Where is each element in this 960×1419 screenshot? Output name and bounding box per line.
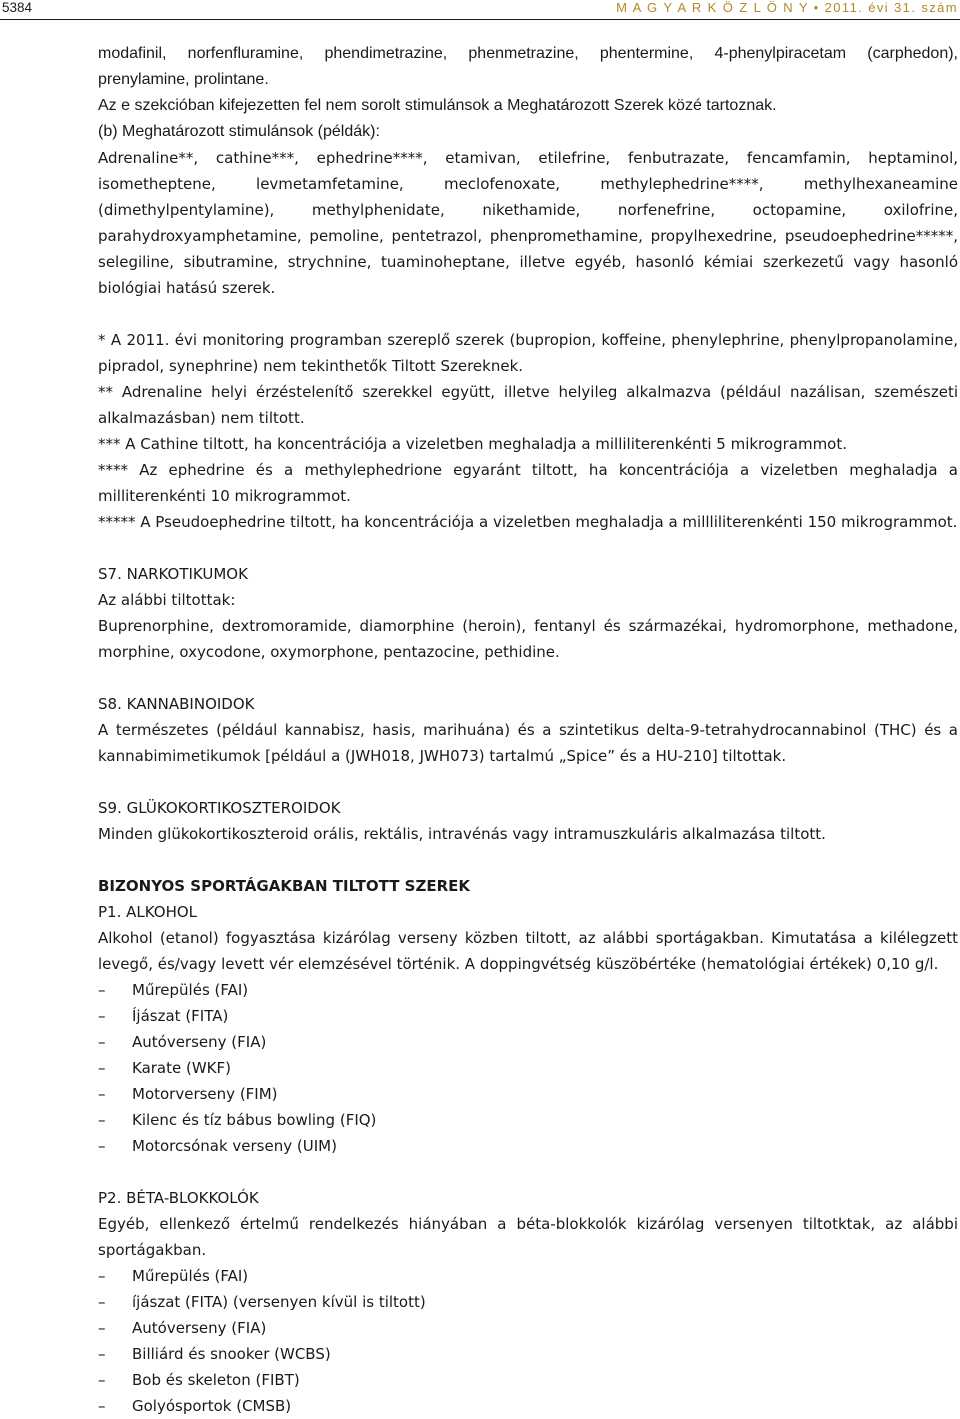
list-item: – Íjászat (FITA)	[98, 1007, 229, 1025]
s7-title: S7. NARKOTIKUMOK	[98, 565, 248, 583]
spacer	[98, 665, 958, 691]
list-item: – Motorverseny (FIM)	[98, 1085, 278, 1103]
p1-list	[98, 977, 958, 1159]
s9-text: Minden glükokortikoszteroid orális, rektális, intravénás vagy intramuszkuláris alkalmazása tiltott.	[98, 825, 826, 843]
footnote-5: ***** A Pseudoephedrine tiltott, ha koncentrációja a vizeletben meghaladja a millliliterenkénti 150 mikrogrammot.	[98, 513, 958, 531]
list-item: – Autóverseny (FIA)	[98, 1033, 267, 1051]
sport-heading: BIZONYOS SPORTÁGAKBAN TILTOTT SZEREK	[98, 877, 471, 895]
spacer	[98, 847, 958, 873]
footnote-1: * A 2011. évi monitoring programban szereplő szerek (bupropion, koffeine, phenylephrine, phenylpropanolamine, pipradol, synephrine) nem tekinthetők Tiltott Szereknek.	[98, 331, 958, 375]
list-item: – Műrepülés (FAI)	[98, 981, 249, 999]
footnote-3: *** A Cathine tiltott, ha koncentrációja a vizeletben meghaladja a milliliterenkénti 5 mikrogrammot.	[98, 435, 848, 453]
page-header	[0, 0, 960, 20]
list-item: – Golyósportok (CMSB)	[98, 1397, 292, 1415]
document-body	[98, 41, 958, 1419]
s6-b-list: Adrenaline**, cathine***, ephedrine****, etamivan, etilefrine, fenbutrazate, fencamfamin, heptaminol, isometheptene, levmetamfetamine, meclofenoxate, methylephedrine****, methylhexaneamine (dimethylpentylamine), methylphenidate, nikethamide, norfenefrine, octopamine, oxilofrine, parahydroxyamphetamine, pemoline, pentetrazol, phenpromethamine, propylhexedrine, pseudoephedrine*****, selegiline, sibutramine, strychnine, tuaminoheptane, illetve egyéb, hasonló kémiai szerkezetű vagy hasonló biológiai hatású szerek.	[98, 149, 958, 297]
list-item: – Műrepülés (FAI)	[98, 1267, 249, 1285]
s6-b-title: (b) Meghatározott stimulánsok (példák):	[98, 123, 380, 140]
p1-text: Alkohol (etanol) fogyasztása kizárólag verseny közben tiltott, az alábbi sportágakban. Kimutatása a kilélegzett levegő, és/vagy levett vér elemzésével történik. A doppingvétség küszöbértéke (hematológiai értékek) 0,10 g/l.	[98, 929, 958, 973]
list-item: – íjászat (FITA) (versenyen kívül is tiltott)	[98, 1293, 426, 1311]
p2-text: Egyéb, ellenkező értelmű rendelkezés hiányában a béta-blokkolók kizárólag versenyen tiltotktak, az alábbi sportágakban.	[98, 1215, 958, 1259]
list-item: – Billiárd és snooker (WCBS)	[98, 1345, 331, 1363]
s8-text: A természetes (például kannabisz, hasis, marihuána) és a szintetikus delta-9-tetrahydrocannabinol (THC) és a kannabimimetikumok [például a (JWH018, JWH073) tartalmú „Spice” és a HU-210] tiltottak.	[98, 721, 958, 765]
spacer	[98, 1159, 958, 1185]
running-head: M A G Y A R K Ö Z L Ö N Y • 2011. évi 31. szám	[616, 0, 958, 15]
s8-title: S8. KANNABINOIDOK	[98, 695, 255, 713]
spacer	[98, 535, 958, 561]
header-rule	[0, 19, 960, 20]
p1-title: P1. ALKOHOL	[98, 903, 198, 921]
s6-note: Az e szekcióban kifejezetten fel nem sorolt stimulánsok a Meghatározott Szerek közé tartoznak.	[98, 97, 777, 114]
list-item: – Bob és skeleton (FIBT)	[98, 1371, 300, 1389]
p2-list	[98, 1263, 958, 1419]
s9-title: S9. GLÜKOKORTIKOSZTEROIDOK	[98, 799, 341, 817]
list-item: – Motorcsónak verseny (UIM)	[98, 1137, 337, 1155]
list-item: – Autóverseny (FIA)	[98, 1319, 267, 1337]
footnote-4: **** Az ephedrine és a methylephedrione egyaránt tiltott, ha koncentrációja a vizeletben meghaladja a milliterenkénti 10 mikrogrammot.	[98, 461, 958, 505]
spacer	[98, 769, 958, 795]
list-item: – Karate (WKF)	[98, 1059, 232, 1077]
s7-subtitle: Az alábbi tiltottak:	[98, 591, 236, 609]
list-item: – Kilenc és tíz bábus bowling (FIQ)	[98, 1111, 377, 1129]
spacer	[98, 301, 958, 327]
s6-intro-line2: prenylamine, prolintane.	[98, 71, 269, 88]
s7-text: Buprenorphine, dextromoramide, diamorphine (heroin), fentanyl és származékai, hydromorphone, methadone, morphine, oxycodone, oxymorphone, pentazocine, pethidine.	[98, 617, 958, 661]
s6-intro-line1: modafinil, norfenfluramine, phendimetrazine, phenmetrazine, phentermine, 4-phenylpiracetam (carphedon),	[98, 45, 958, 62]
p2-title: P2. BÉTA-BLOKKOLÓK	[98, 1189, 259, 1207]
page-number: 5384	[2, 0, 33, 15]
footnote-2: ** Adrenaline helyi érzéstelenítő szerekkel együtt, illetve helyileg alkalmazva (például nazálisan, szemészeti alkalmazásban) nem tiltott.	[98, 383, 958, 427]
